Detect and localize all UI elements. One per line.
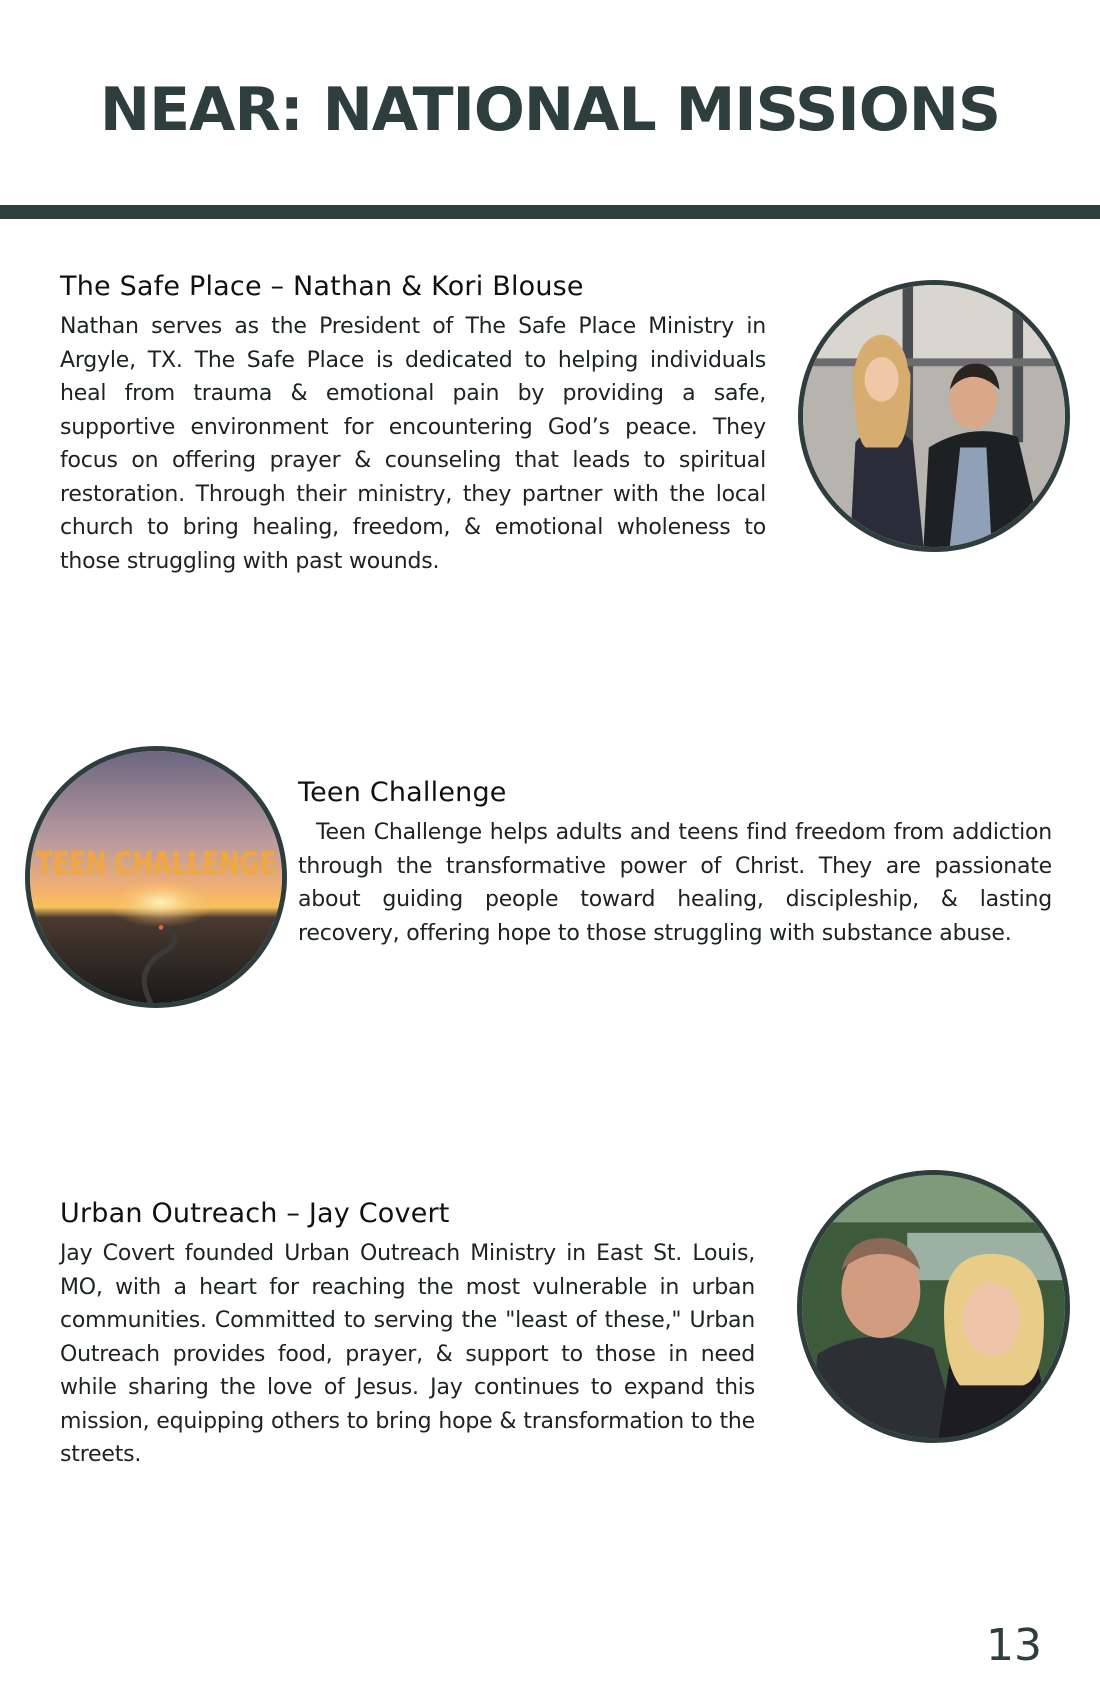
section-heading-urban-outreach: Urban Outreach – Jay Covert — [60, 1198, 450, 1229]
section-body-safe-place: Nathan serves as the President of The Safe Place Ministry in Argyle, TX. The Safe Place is dedicated to helping individuals heal from trauma & emotional pain by providing a safe, supportive environment for encountering God’s peace. They focus on offering prayer & counseling that leads to spiritual restoration. Through their ministry, they partner with the local church to bring healing, freedom, & emotional wholeness to those struggling with past wounds. — [60, 314, 766, 574]
title-divider — [0, 205, 1100, 219]
couple-photo-blouse — [798, 280, 1070, 552]
teen-challenge-logo — [25, 746, 287, 1008]
section-body-urban-outreach: Jay Covert founded Urban Outreach Ministry in East St. Louis, MO, with a heart for reaching the most vulnerable in urban communities. Committed to serving the "least of these," Urban Outreach provides food, prayer, & support to those in need while sharing the love of Jesus. Jay continues to expand this mission, equipping others to bring hope & transformation to the streets. — [60, 1241, 755, 1467]
page-title: NEAR: NATIONAL MISSIONS — [99, 75, 1001, 145]
section-urban-outreach — [60, 1197, 755, 1472]
page-number: 13 — [986, 1620, 1042, 1671]
section-heading-safe-place: The Safe Place – Nathan & Kori Blouse — [60, 271, 584, 302]
teen-challenge-logo-text: TEEN CHALLENGE — [36, 845, 276, 882]
section-safe-place — [60, 270, 766, 578]
couple-photo-covert — [797, 1170, 1070, 1443]
section-teen-challenge — [298, 776, 1052, 950]
section-body-teen-challenge: Teen Challenge helps adults and teens find freedom from addiction through the transformative power of Christ. They are passionate about guiding people toward healing, discipleship, & lasting recovery, offering hope to those struggling with substance abuse. — [298, 820, 1052, 946]
section-heading-teen-challenge: Teen Challenge — [298, 777, 507, 808]
